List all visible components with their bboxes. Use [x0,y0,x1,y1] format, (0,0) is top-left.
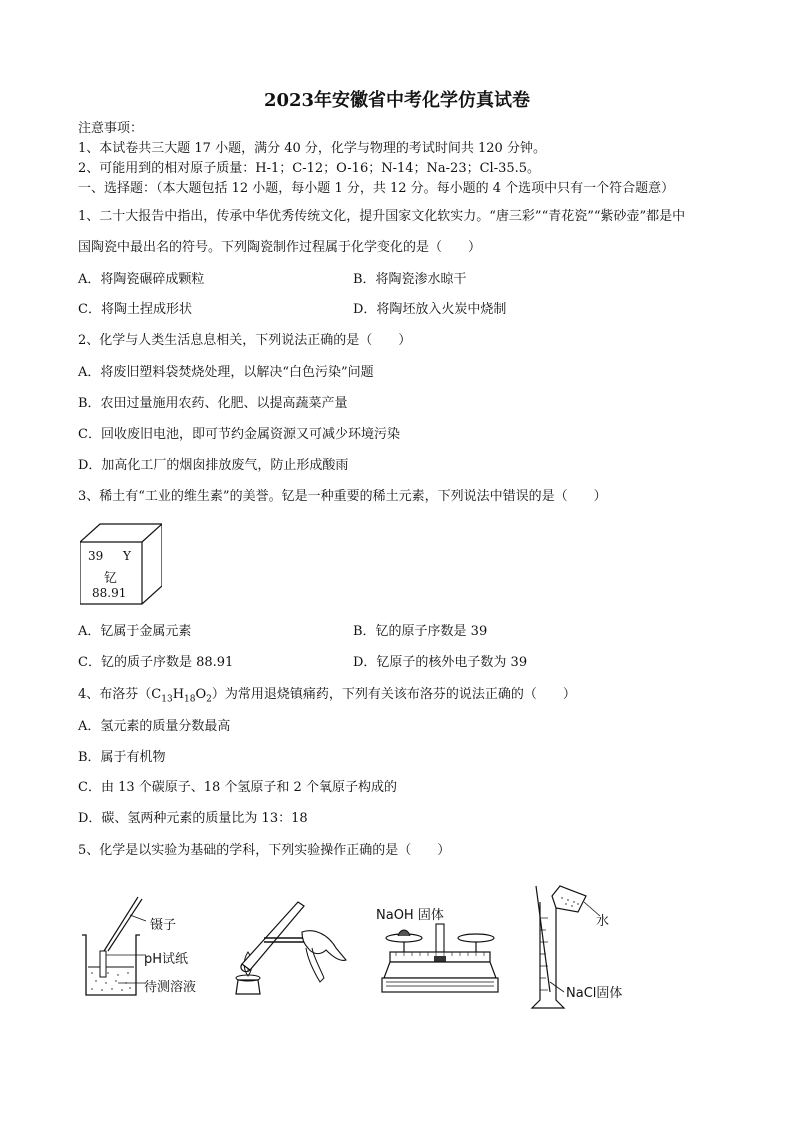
water-label: 水 [596,914,610,929]
beaker-ph-test-illustration [78,895,148,1000]
notes-heading: 注意事项： [78,121,144,136]
q3-option-a: A．钇属于金属元素 [78,624,192,639]
q1-stem-line-1: 1、二十大报告中指出，传承中华优秀传统文化，提升国家文化软实力。“唐三彩”“青花瓷”“紫砂壶”都是中 [78,209,686,224]
q1-option-a: A．将陶瓷碾碎成颗粒 [78,272,205,287]
notes-line-1: 1、本试卷共三大题 17 小题，满分 40 分，化学与物理的考试时间共 120 分钟。 [78,141,546,156]
element-card [80,522,162,606]
ph-paper-label: pH试纸 [144,952,189,967]
formula-c: C [151,687,162,702]
q4-option-d: D．碳、氢两种元素的质量比为 13：18 [78,811,308,826]
q4-option-b: B．属于有机物 [78,750,166,765]
q5-stem: 5、化学是以实验为基础的学科，下列实验操作正确的是（ ） [78,843,451,858]
q3-option-d: D．钇原子的核外电子数为 39 [353,655,528,670]
q1-option-d: D．将陶坯放入火炭中烧制 [353,302,507,317]
formula-o-subscript: 2 [206,694,212,705]
q4-stem-suffix: ）为常用退烧镇痛药，下列有关该布洛芬的说法正确的（ ） [211,687,576,702]
element-mass: 88.91 [92,586,127,600]
q3-stem: 3、稀土有“工业的维生素”的美誉。钇是一种重要的稀土元素，下列说法中错误的是（ ） [78,489,607,504]
q4-stem-prefix: 4、布洛芬（ [78,687,152,702]
q1-option-c: C．将陶土捏成形状 [78,302,192,317]
q2-option-d: D．加高化工厂的烟囱排放废气，防止形成酸雨 [78,458,349,473]
nacl-solid-label: NaCl固体 [566,986,623,1001]
formula-h-subscript: 18 [184,694,196,705]
balance-weighing-illustration [380,922,500,998]
section-heading: 一、选择题：（本大题包括 12 小题，每小题 1 分，共 12 分。每小题的 4 个选项中只有一个符合题意） [78,181,675,196]
q1-stem-line-2: 国陶瓷中最出名的符号。下列陶瓷制作过程属于化学变化的是（ ） [78,240,482,255]
q1-option-b: B．将陶瓷渗水晾干 [353,272,467,287]
q3-option-b: B．钇的原子序数是 39 [353,624,488,639]
q2-option-c: C．回收废旧电池，即可节约金属资源又可减少环境污染 [78,427,400,442]
formula-h: H [172,687,185,702]
q2-option-a: A．将废旧塑料袋焚烧处理，以解决“白色污染”问题 [78,365,374,380]
element-symbol: Y [123,549,131,563]
q2-option-b: B．农田过量施用农药、化肥、以提高蔬菜产量 [78,396,348,411]
q4-stem [78,687,576,708]
tweezers-label: 镊子 [150,918,177,933]
q3-option-c: C．钇的质子序数是 88.91 [78,655,234,670]
test-tube-heating-illustration [228,898,353,998]
naoh-solid-label: NaOH 固体 [376,908,444,923]
element-number: 39 [88,549,104,563]
q2-stem: 2、化学与人类生活息息相关，下列说法正确的是（ ） [78,333,412,348]
element-name: 钇 [104,571,118,586]
formula-o: O [195,687,207,702]
test-solution-label: 待测溶液 [144,980,197,995]
notes-line-2: 2、可能用到的相对原子质量：H-1；C-12；O-16；N-14；Na-23；Cl-35.5。 [78,161,541,176]
q4-option-a: A．氢元素的质量分数最高 [78,719,231,734]
page-title: 2023年安徽省中考化学仿真试卷 [263,90,531,111]
q4-option-c: C．由 13 个碳原子、18 个氢原子和 2 个氧原子构成的 [78,780,397,795]
formula-c-subscript: 13 [161,694,173,705]
